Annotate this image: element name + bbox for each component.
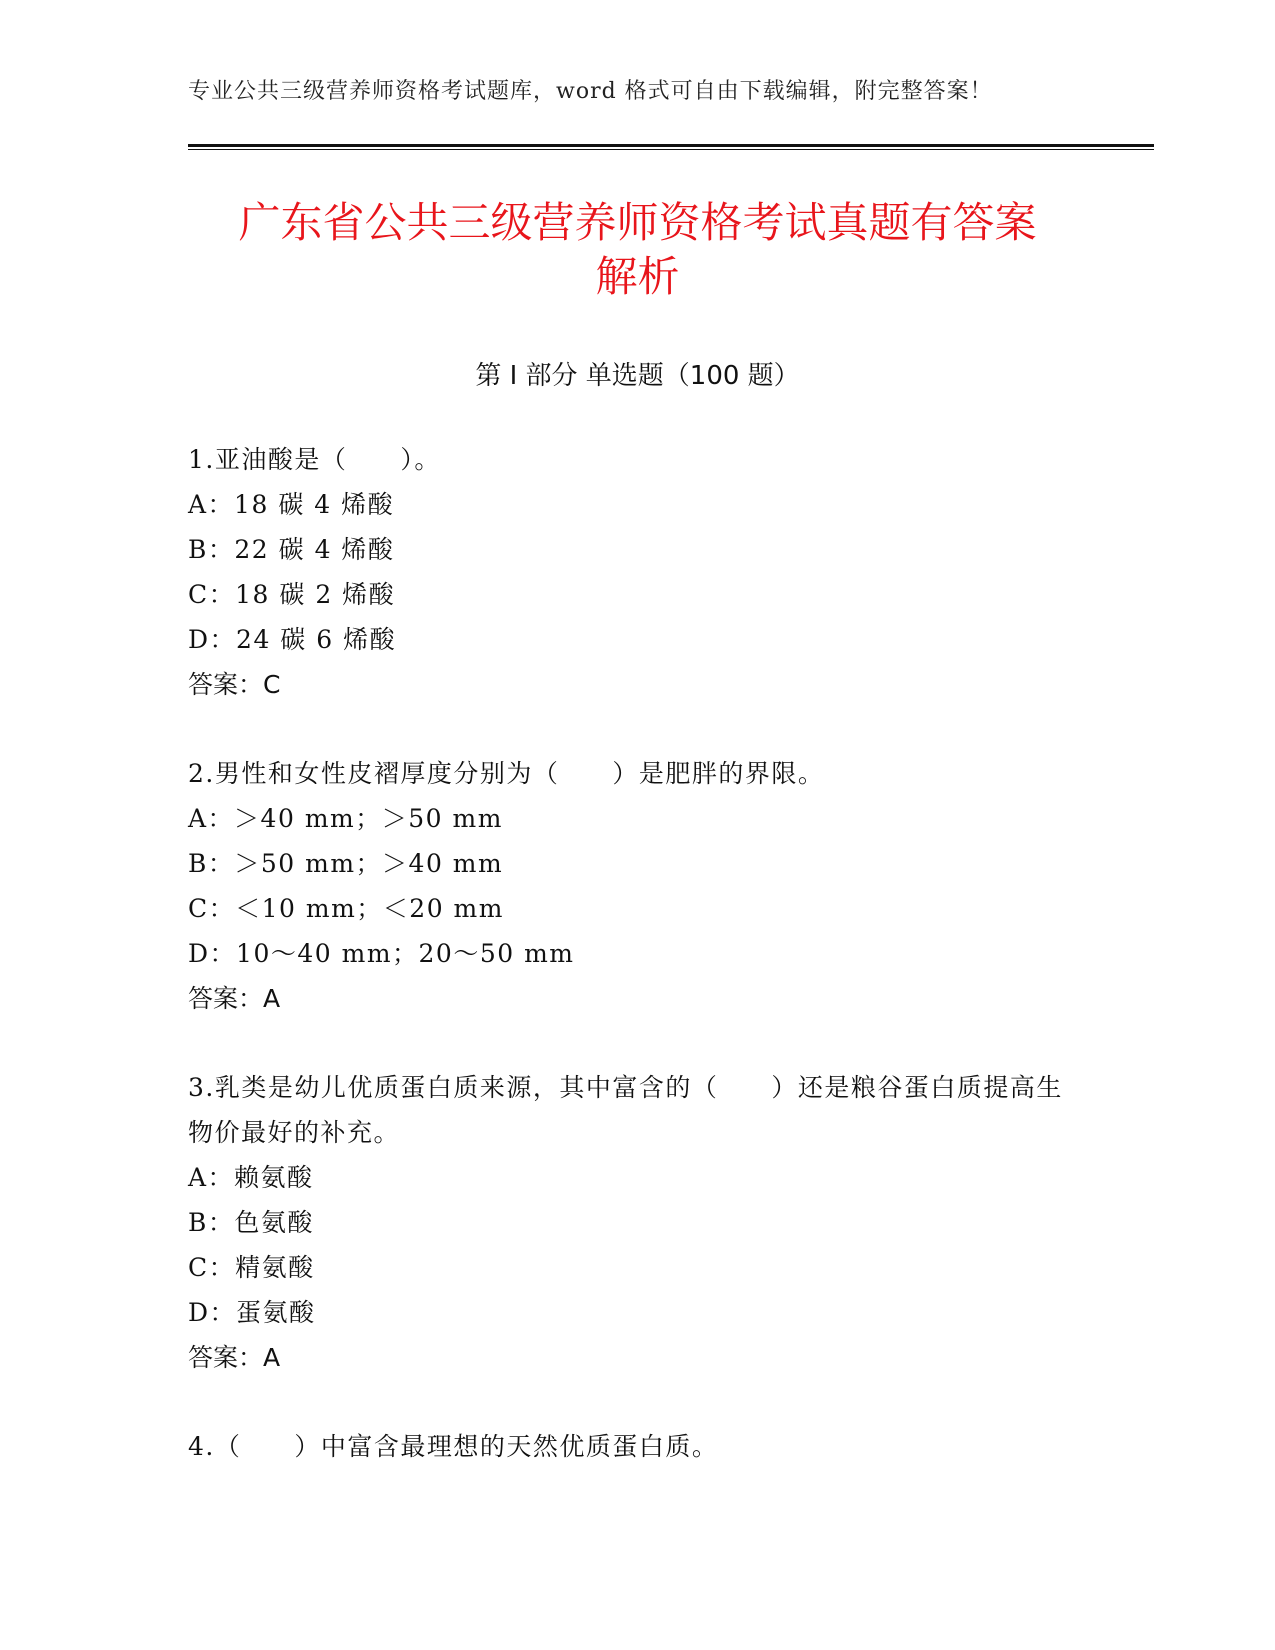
option-d: D：10～40 mm；20～50 mm [188,939,575,968]
option-a: A：＞40 mm；＞50 mm [188,804,503,833]
answer-line: 答案：A [188,984,281,1013]
option-d: D：蛋氨酸 [188,1298,316,1327]
question-4 [188,1424,1088,1469]
option-c: C：＜10 mm；＜20 mm [188,894,504,923]
option-c: C：精氨酸 [188,1253,315,1282]
header-note: 专业公共三级营养师资格考试题库，word 格式可自由下载编辑，附完整答案！ [188,79,993,104]
option-b: B：22 碳 4 烯酸 [188,535,395,564]
option-b: B：色氨酸 [188,1208,314,1237]
document-title-line-2: 解析 [595,252,680,301]
option-b: B：＞50 mm；＞40 mm [188,849,504,878]
document-title [150,196,1125,304]
question-list [188,437,1088,1513]
option-a: A：赖氨酸 [188,1163,314,1192]
question-stem: 3.乳类是幼儿优质蛋白质来源，其中富含的（ ）还是粮谷蛋白质提高生物价最好的补充。 [188,1073,1063,1147]
question-stem: 2.男性和女性皮褶厚度分别为（ ）是肥胖的界限。 [188,759,825,788]
section-heading: 第 I 部分 单选题（100 题） [475,361,800,391]
answer-line: 答案：C [188,670,281,699]
question-2 [188,751,1088,1021]
option-a: A：18 碳 4 烯酸 [188,490,395,519]
document-title-line-1: 广东省公共三级营养师资格考试真题有答案 [238,198,1037,247]
header-divider [188,144,1154,150]
question-1 [188,437,1088,707]
option-d: D：24 碳 6 烯酸 [188,625,397,654]
answer-line: 答案：A [188,1343,281,1372]
question-stem: 1.亚油酸是（ ）。 [188,445,441,474]
question-3 [188,1065,1088,1380]
option-c: C：18 碳 2 烯酸 [188,580,396,609]
question-stem: 4.（ ）中富含最理想的天然优质蛋白质。 [188,1432,719,1461]
